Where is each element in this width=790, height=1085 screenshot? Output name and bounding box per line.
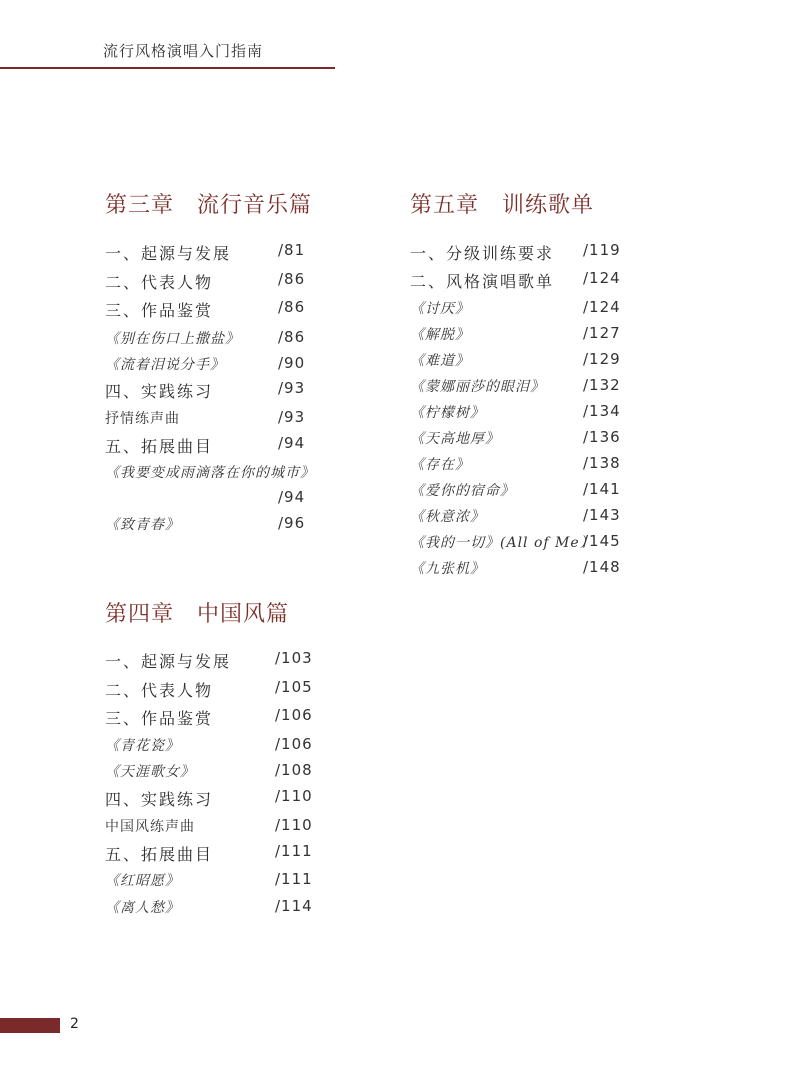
toc-entry-page: /96 [278,514,306,532]
toc-entry-page: /119 [583,241,621,259]
toc-entry-label: 《九张机》 [410,561,485,577]
toc-entry-label: 二、代表人物 [105,273,214,292]
toc-entry-label: 《流着泪说分手》 [105,357,225,373]
toc-entry-page: /138 [583,454,621,472]
toc-entry-label: 《红昭愿》 [105,873,180,889]
toc-entry-page: /86 [278,298,306,316]
toc-entry-page: /94 [278,488,306,506]
toc-entry-page: /111 [275,842,313,860]
toc-entry-page: /108 [275,761,313,779]
toc-entry-label: 《蒙娜丽莎的眼泪》 [410,379,545,395]
chapter-title: 第五章 训练歌单 [410,193,595,218]
toc-entry-page: /111 [275,870,313,888]
toc-entry-label: 《我要变成雨滴落在你的城市》 [105,465,315,481]
toc-entry-label: 《柠檬树》 [410,405,485,421]
toc-entry-page: /106 [275,706,313,724]
toc-entry-label: 三、作品鉴赏 [105,709,214,728]
toc-chapter-5 [410,188,640,578]
chapter-title: 第三章 流行音乐篇 [105,193,313,218]
toc-entry-label: 《天高地厚》 [410,431,500,447]
toc-entry-label: 中国风练声曲 [105,819,195,835]
toc-entry-label: 五、拓展曲目 [105,845,214,864]
toc-entry-page: /90 [278,354,306,372]
toc-entry-label: 四、实践练习 [105,382,214,401]
toc-entry-page: /110 [275,787,313,805]
header-rule [0,67,335,69]
toc-entry-page: /141 [583,480,621,498]
toc-entry-page: /127 [583,324,621,342]
toc-entry-label: 《解脱》 [410,327,470,343]
page-number: 2 [70,1016,79,1032]
toc-entry-page: /114 [275,897,313,915]
footer-accent-bar [0,1018,60,1033]
chapter-title: 第四章 中国风篇 [105,602,290,627]
toc-entry-page: /145 [583,532,621,550]
toc-entry-label: 二、风格演唱歌单 [410,272,555,291]
toc-entry-page: /134 [583,402,621,420]
toc-entry-label: 《秋意浓》 [410,509,485,525]
toc-entry-label: 三、作品鉴赏 [105,301,214,320]
toc-entry-page: /86 [278,328,306,346]
toc-entry-label: 《离人愁》 [105,900,180,916]
toc-entry-page: /81 [278,241,306,259]
toc-chapter-3 [105,188,325,538]
toc-chapter-4 [105,597,325,927]
toc-entry-label: 四、实践练习 [105,790,214,809]
toc-entry-label: 一、起源与发展 [105,652,232,671]
toc-entry-label: 《讨厌》 [410,301,470,317]
toc-entry-page: /93 [278,379,306,397]
toc-entry-page: /129 [583,350,621,368]
toc-entry-page: /86 [278,270,306,288]
toc-entry-page: /106 [275,735,313,753]
toc-entry-label: 《天涯歌女》 [105,764,195,780]
toc-entry-page: /136 [583,428,621,446]
toc-entry-page: /143 [583,506,621,524]
toc-entry-page: /94 [278,434,306,452]
toc-entry-page: /124 [583,269,621,287]
running-head: 流行风格演唱入门指南 [103,42,264,60]
toc-entry-label: 五、拓展曲目 [105,437,214,456]
toc-entry-label: 《存在》 [410,457,470,473]
toc-entry-label: 一、起源与发展 [105,244,232,263]
toc-entry-page: /132 [583,376,621,394]
toc-entry-label: 抒情练声曲 [105,411,180,427]
toc-entry-label: 《致青春》 [105,517,180,533]
toc-entry-label: 二、代表人物 [105,681,214,700]
toc-entry-page: /110 [275,816,313,834]
toc-entry-page: /105 [275,678,313,696]
toc-entry-page: /103 [275,649,313,667]
toc-entry-label: 《青花瓷》 [105,738,180,754]
toc-entry-label: 《难道》 [410,353,470,369]
toc-entry-label: 《爱你的宿命》 [410,483,515,499]
toc-entry-page: /124 [583,298,621,316]
toc-entry-page: /148 [583,558,621,576]
toc-entry-label: 一、分级训练要求 [410,244,555,263]
toc-entry-label: 《我的一切》(All of Me） [410,535,595,551]
toc-entry-page: /93 [278,408,306,426]
toc-entry-label: 《别在伤口上撒盐》 [105,331,240,347]
